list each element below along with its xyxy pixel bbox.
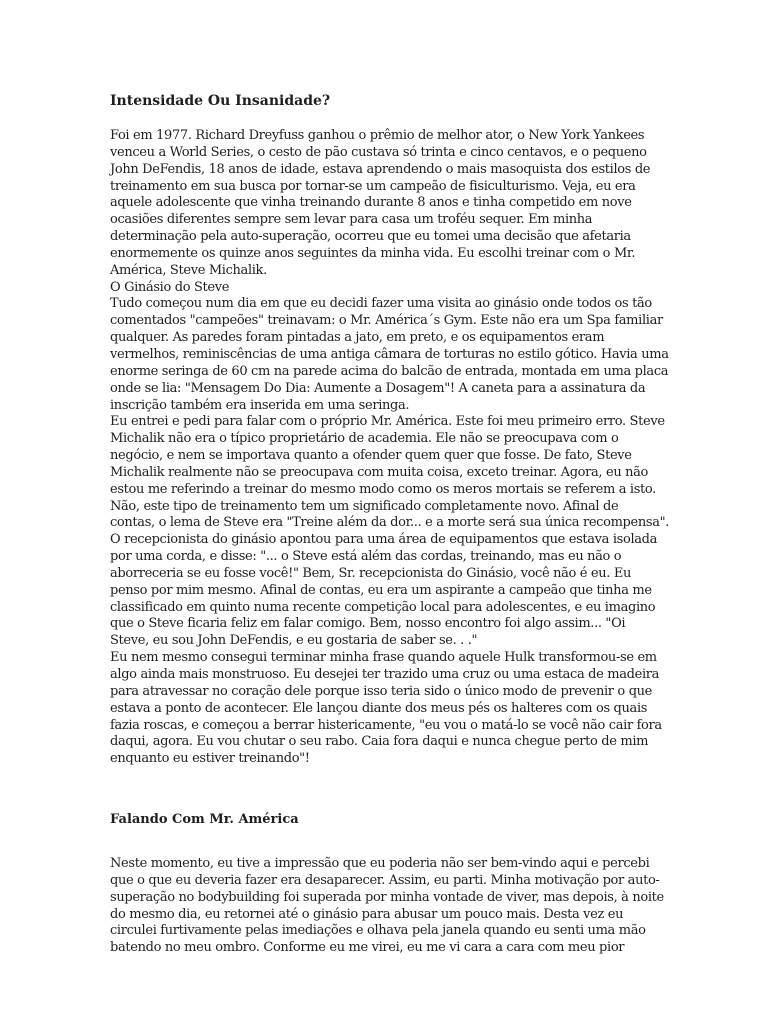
text-line: vermelhos, reminiscências de uma antiga câmara de torturas no estilo gótico. Havia uma [110,346,669,362]
text-line: fazia roscas, e começou a berrar histericamente, "eu vou o matá-lo se você não cair fora [110,717,662,733]
text-line: por uma corda, e disse: "... o Steve está além das cordas, treinando, mas eu não o [110,549,622,565]
text-line: negócio, e nem se importava quanto a ofender quem quer que fosse. De fato, Steve [110,448,632,464]
text-line: penso por mim mesmo. Afinal de contas, eu era um aspirante a campeão que tinha me [110,582,652,598]
text-line: Tudo começou num dia em que eu decidi fazer uma visita ao ginásio onde todos os tão [110,296,652,312]
text-line: que o Steve ficaria feliz em falar comigo. Bem, nosso encontro foi algo assim... "Oi [110,616,626,632]
text-line: enorme seringa de 60 cm na parede acima do balcão de entrada, montada em uma placa [110,363,669,379]
text-line: treinamento em sua busca por tornar-se um campeão de fisiculturismo. Veja, eu era [110,178,636,194]
text-line: Steve, eu sou John DeFendis, e eu gostaria de saber se. . ." [110,633,478,649]
text-line: daqui, agora. Eu vou chutar o seu rabo. Caia fora daqui e nunca chegue perto de mim [110,734,649,750]
text-line: classificado em quinto numa recente competição local para adolescentes, e eu imagino [110,599,656,615]
intro-text-block [110,128,669,768]
text-line: América, Steve Michalik. [110,262,267,278]
document-title: Intensidade Ou Insanidade? [110,93,331,109]
text-line: Eu entrei e pedi para falar com o próprio Mr. América. Este foi meu primeiro erro. Steve [110,414,665,430]
text-line: John DeFendis, 18 anos de idade, estava aprendendo o mais masoquista dos estilos de [110,161,651,177]
text-line: qualquer. As paredes foram pintadas a jato, em preto, e os equipamentos eram [110,330,605,346]
text-line: estou me referindo a treinar do mesmo modo como os meros mortais se referem a isto. [110,481,656,497]
text-line: enormemente os quinze anos seguintes da minha vida. Eu escolhi treinar com o Mr. [110,245,636,261]
text-line: Não, este tipo de treinamento tem um significado completamente novo. Afinal de [110,498,619,514]
text-line: Eu nem mesmo consegui terminar minha frase quando aquele Hulk transformou-se em [110,650,657,666]
text-line: O Ginásio do Steve [110,279,230,295]
text-line: que o que eu deveria fazer era desaparecer. Assim, eu parti. Minha motivação por auto- [110,872,660,888]
text-line: inscrição também era inserida em uma seringa. [110,397,410,413]
text-line: venceu a World Series, o cesto de pão custava só trinta e cinco centavos, e o pequeno [110,144,647,160]
text-line: enquanto eu estiver treinando"! [110,751,310,767]
text-line: do mesmo dia, eu retornei até o ginásio para abusar um pouco mais. Desta vez eu [110,906,624,922]
text-line: contas, o lema de Steve era "Treine além da dor... e a morte será sua única recompensa". [110,515,670,531]
text-line: O recepcionista do ginásio apontou para uma área de equipamentos que estava isolada [110,532,658,548]
text-line: batendo no meu ombro. Conforme eu me virei, eu me vi cara a cara com meu pior [110,940,625,956]
text-line: Foi em 1977. Richard Dreyfuss ganhou o prêmio de melhor ator, o New York Yankees [110,128,645,143]
text-line: onde se lia: "Mensagem Do Dia: Aumente a Dosagem"! A caneta para a assinatura da [110,380,646,396]
text-line: determinação pela auto-superação, ocorreu que eu tomei uma decisão que afetaria [110,229,631,245]
text-line: Michalik não era o típico proprietário de academia. Ele não se preocupava com o [110,431,619,447]
section2-text-block [110,856,664,957]
text-line: ocasiões diferentes sempre sem levar para casa um troféu sequer. Em minha [110,212,593,228]
text-line: comentados "campeões" treinavam: o Mr. América´s Gym. Este não era um Spa familiar [110,313,663,329]
text-line: para atravessar no coração dele porque isso teria sido o único modo de prevenir o que [110,683,653,699]
text-line: estava a ponto de acontecer. Ele lançou diante dos meus pés os halteres com os quais [110,700,648,716]
text-line: Michalik realmente não se preocupava com muita coisa, exceto treinar. Agora, eu não [110,464,649,480]
text-line: aborreceria se eu fosse você!" Bem, Sr. recepcionista do Ginásio, você não é eu. Eu [110,565,632,581]
text-line: circulei furtivamente pelas imediações e olhava pela janela quando eu senti uma mão [110,923,646,939]
text-line: Neste momento, eu tive a impressão que eu poderia não ser bem-vindo aqui e percebi [110,856,650,871]
text-line: algo ainda mais monstruoso. Eu desejei ter trazido uma cruz ou uma estaca de madeira [110,667,660,682]
text-line: superação no bodybuilding foi superada por minha vontade de viver, mas depois, à noite [110,889,664,905]
text-line: aquele adolescente que vinha treinando durante 8 anos e tinha competido em nove [110,195,632,211]
section-heading-falando-com-mr-america: Falando Com Mr. América [110,812,299,827]
